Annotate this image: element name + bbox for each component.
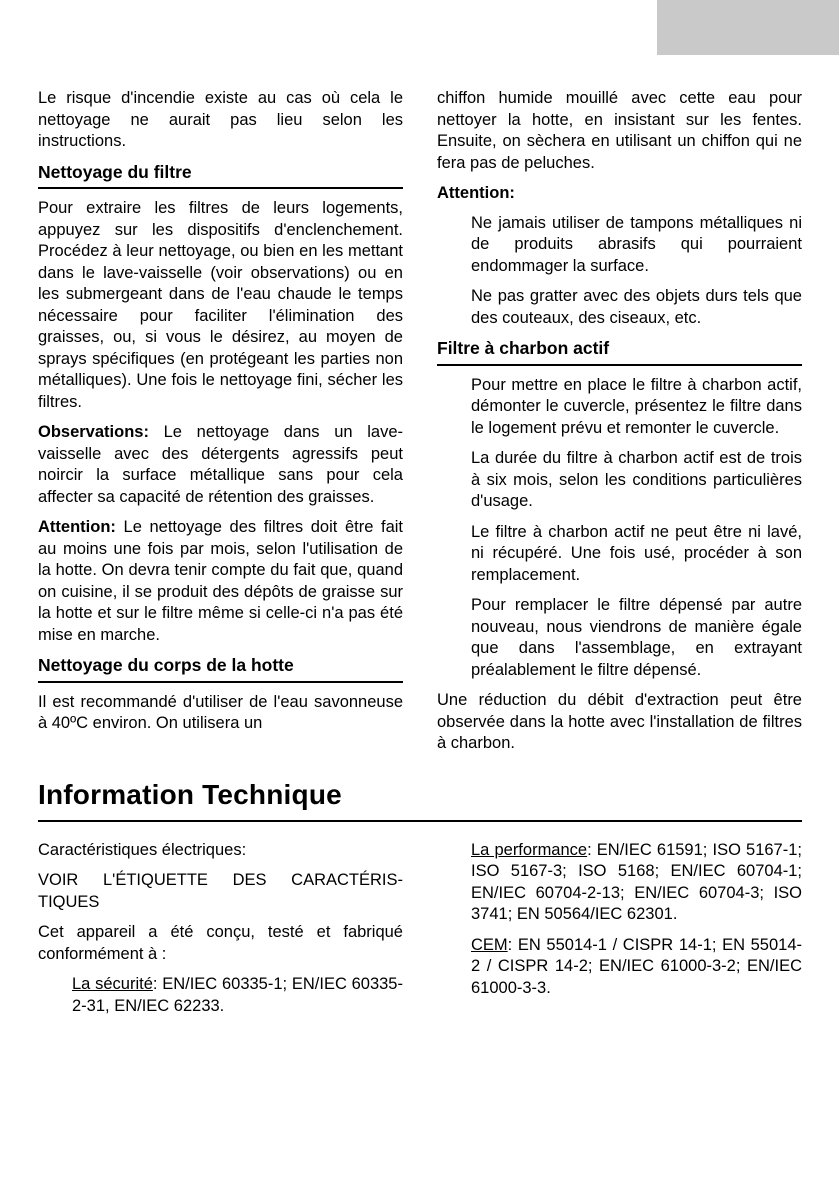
corner-graphic <box>657 0 839 55</box>
performance-standards-text: : EN/IEC 61591; ISO 5167-1; ISO 5167-3; ISO 5168; EN/IEC 60704-1; EN/IEC 60704-2-13; EN/IEC 60704-3; ISO 3741; EN 50564/IEC 62301. <box>471 840 802 923</box>
upper-left-column <box>38 88 403 764</box>
charcoal-item: Pour remplacer le filtre dépensé par autre nouveau, nous viendrons de manière égale que dans l'assemblage, en extrayant préalablement le filtre dépensé. <box>471 596 802 679</box>
charcoal-item: Pour mettre en place le filtre à charbon actif, démonter le cuvercle, présentez le filtre dans le logement prévu et remonter le cuvercle. <box>471 375 802 437</box>
hood-body-paragraph: Il est recommandé d'utiliser de l'eau savonneuse à 40ºC environ. On utilisera un <box>38 692 403 732</box>
charcoal-item: Le filtre à charbon actif ne peut être ni lavé, ni récupéré. Une fois usé, procéder à son remplacement. <box>471 522 802 584</box>
technical-right-column <box>437 840 802 1027</box>
performance-standards-line <box>471 840 802 926</box>
technical-columns <box>38 840 802 1027</box>
attention-item: Ne pas gratter avec des objets durs tels que des couteaux, des ciseaux, etc. <box>471 287 802 327</box>
attention-text: Le nettoyage des filtres doit être fait au moins une fois par mois, selon l'utilisation de la hotte. On devra tenir compte du fait que, quand on cuisine, il se produit des dépôts de graisse sur la hotte et sur le filtre même si celle-ci n'a pas été mise en marche. <box>38 518 404 644</box>
label-plate-line-2: TIQUES <box>38 892 100 911</box>
electrical-characteristics-line: Caractéristiques électriques: <box>38 840 247 859</box>
technical-section-heading: Information Technique <box>38 778 802 822</box>
upper-right-column <box>437 88 802 764</box>
intro-paragraph: Le risque d'incendie existe au cas où cela le nettoyage ne aurait pas lieu selon les instructions. <box>38 89 403 150</box>
safety-standards-label: La sécurité <box>72 975 153 993</box>
upper-columns <box>38 88 802 764</box>
filter-cleaning-paragraph: Pour extraire les filtres de leurs logements, appuyez sur les dispositifs d'enclenchement. Procédez à leur nettoyage, ou bien en les mettant dans le lave-vaisselle (voir observations) ou en les submergeant dans de l'eau chaude le temps nécessaire pour faciliter l'élimination des graisses, ou, si vous le désirez, au moyen de sprays spécifiques (en protégeant les parties non métalliques). Une fois le nettoyage fini, sécher les filtres. <box>38 199 403 411</box>
observations-paragraph <box>38 422 403 508</box>
emc-standards-line <box>471 935 802 1000</box>
attention-item: Ne jamais utiliser de tampons métalliques ni de produits abrasifs qui pourraient endommager la surface. <box>471 213 802 275</box>
charcoal-item: La durée du filtre à charbon actif est de trois à six mois, selon les conditions particulières d'usage. <box>471 449 802 510</box>
emc-standards-text: : EN 55014-1 / CISPR 14-1; EN 55014-2 / CISPR 14-2; EN/IEC 61000-3-2; EN/IEC 61000-3-3. <box>471 935 802 997</box>
safety-standards-line <box>72 974 403 1017</box>
attention-paragraph <box>38 517 403 646</box>
observations-label: Observations: <box>38 423 149 441</box>
label-plate-line-1: VOIR L'ÉTIQUETTE DES CARACTÉRIS- <box>38 871 403 889</box>
charcoal-closing-paragraph: Une réduction du débit d'extraction peut être observée dans la hotte avec l'installation de filtres à charbon. <box>437 691 802 752</box>
attention-label: Attention: <box>38 518 116 536</box>
emc-standards-label: CEM <box>471 935 508 954</box>
page-content <box>38 88 802 1026</box>
attention-subheading: Attention: <box>437 184 515 202</box>
performance-standards-label: La performance <box>471 840 588 859</box>
section-heading-charcoal-filter: Filtre à charbon actif <box>437 338 802 366</box>
designed-tested-line: Cet appareil a été conçu, testé et fabriqué conformément à : <box>38 923 403 963</box>
continuation-paragraph: chiffon humide mouillé avec cette eau pour nettoyer la hotte, en insistant sur les fentes. Ensuite, on sèchera en utilisant un chiffon qui ne fera pas de peluches. <box>437 89 802 172</box>
section-heading-hood-body-cleaning: Nettoyage du corps de la hotte <box>38 655 403 683</box>
section-heading-filter-cleaning: Nettoyage du filtre <box>38 162 403 190</box>
observations-text: Le nettoyage dans un lave-vaisselle avec des détergents agressifs peut noircir la surface métallique sans pour cela affecter sa capacité de rétention des graisses. <box>38 423 403 506</box>
technical-left-column <box>38 840 403 1027</box>
safety-standards-text: : EN/IEC 60335-1; EN/IEC 60335-2-31, EN/IEC 62233. <box>72 975 403 1015</box>
label-plate-line <box>38 870 403 913</box>
